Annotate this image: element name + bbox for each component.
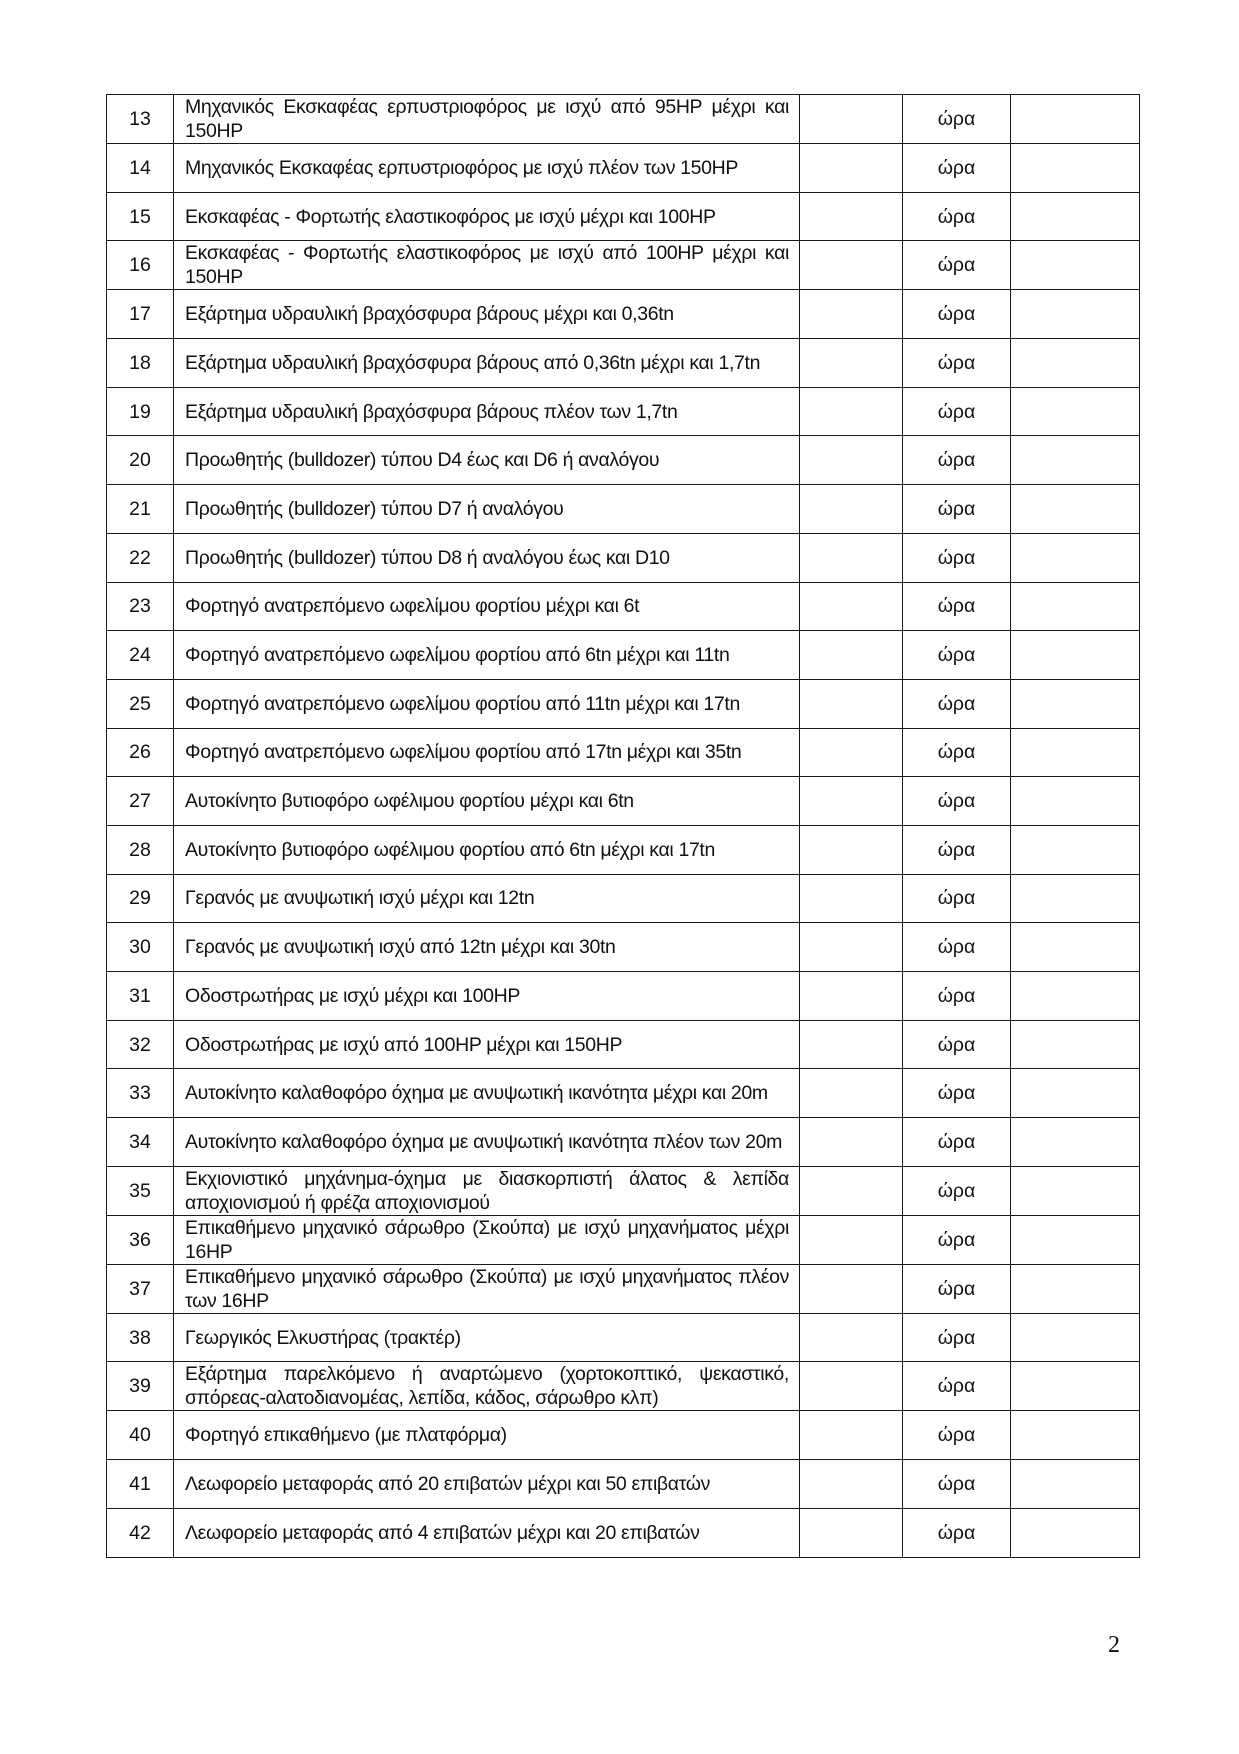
- unit-cell: ώρα: [903, 144, 1011, 193]
- item-number-cell: 36: [107, 1215, 174, 1264]
- blank-cell: [1011, 679, 1140, 728]
- item-description-cell: Προωθητής (bulldozer) τύπου D7 ή αναλόγου: [174, 485, 800, 534]
- table-row: [107, 1020, 1140, 1069]
- blank-cell: [800, 533, 903, 582]
- blank-cell: [800, 1411, 903, 1460]
- table-row: [107, 1166, 1140, 1215]
- item-number-cell: 24: [107, 631, 174, 680]
- unit-cell: ώρα: [903, 533, 1011, 582]
- item-description-cell: Αυτοκίνητο βυτιοφόρο ωφέλιμου φορτίου μέχρι και 6tn: [174, 777, 800, 826]
- unit-cell: ώρα: [903, 582, 1011, 631]
- blank-cell: [800, 1508, 903, 1557]
- blank-cell: [1011, 1362, 1140, 1411]
- page-number: 2: [1108, 1632, 1120, 1658]
- table-row: [107, 1264, 1140, 1313]
- blank-cell: [800, 777, 903, 826]
- blank-cell: [1011, 339, 1140, 388]
- blank-cell: [1011, 290, 1140, 339]
- unit-cell: ώρα: [903, 923, 1011, 972]
- item-number-cell: 22: [107, 533, 174, 582]
- table-row: [107, 1362, 1140, 1411]
- blank-cell: [800, 1069, 903, 1118]
- blank-cell: [800, 1264, 903, 1313]
- unit-cell: ώρα: [903, 728, 1011, 777]
- item-number-cell: 13: [107, 95, 174, 144]
- item-number-cell: 17: [107, 290, 174, 339]
- item-description-cell: Εξάρτημα παρελκόμενο ή αναρτώμενο (χορτοκοπτικό, ψεκαστικό, σπόρεας-αλατοδιανομέας, λεπίδα, κάδος, σάρωθρο κλπ): [174, 1362, 800, 1411]
- unit-cell: ώρα: [903, 1020, 1011, 1069]
- blank-cell: [1011, 728, 1140, 777]
- item-description-cell: Εξάρτημα υδραυλική βραχόσφυρα βάρους πλέον των 1,7tn: [174, 387, 800, 436]
- equipment-table: [106, 94, 1140, 1558]
- item-description-cell: Προωθητής (bulldozer) τύπου D8 ή αναλόγου έως και D10: [174, 533, 800, 582]
- blank-cell: [1011, 582, 1140, 631]
- item-number-cell: 16: [107, 241, 174, 290]
- table-row: [107, 387, 1140, 436]
- table-row: [107, 1069, 1140, 1118]
- blank-cell: [1011, 192, 1140, 241]
- blank-cell: [800, 874, 903, 923]
- item-description-cell: Λεωφορείο μεταφοράς από 20 επιβατών μέχρι και 50 επιβατών: [174, 1460, 800, 1509]
- blank-cell: [800, 95, 903, 144]
- blank-cell: [800, 339, 903, 388]
- blank-cell: [1011, 95, 1140, 144]
- blank-cell: [800, 1020, 903, 1069]
- blank-cell: [800, 436, 903, 485]
- item-description-cell: Φορτηγό ανατρεπόμενο ωφελίμου φορτίου από 6tn μέχρι και 11tn: [174, 631, 800, 680]
- unit-cell: ώρα: [903, 95, 1011, 144]
- table-row: [107, 533, 1140, 582]
- blank-cell: [800, 1460, 903, 1509]
- blank-cell: [1011, 144, 1140, 193]
- item-description-cell: Γεωργικός Ελκυστήρας (τρακτέρ): [174, 1313, 800, 1362]
- table-row: [107, 972, 1140, 1021]
- blank-cell: [1011, 1166, 1140, 1215]
- unit-cell: ώρα: [903, 1264, 1011, 1313]
- item-number-cell: 35: [107, 1166, 174, 1215]
- item-number-cell: 28: [107, 825, 174, 874]
- item-number-cell: 21: [107, 485, 174, 534]
- table-row: [107, 923, 1140, 972]
- item-number-cell: 23: [107, 582, 174, 631]
- unit-cell: ώρα: [903, 1460, 1011, 1509]
- item-number-cell: 26: [107, 728, 174, 777]
- unit-cell: ώρα: [903, 631, 1011, 680]
- item-number-cell: 19: [107, 387, 174, 436]
- item-number-cell: 38: [107, 1313, 174, 1362]
- item-number-cell: 27: [107, 777, 174, 826]
- table-row: [107, 1118, 1140, 1167]
- blank-cell: [1011, 631, 1140, 680]
- unit-cell: ώρα: [903, 290, 1011, 339]
- blank-cell: [800, 485, 903, 534]
- item-number-cell: 32: [107, 1020, 174, 1069]
- table-row: [107, 777, 1140, 826]
- blank-cell: [1011, 1508, 1140, 1557]
- item-description-cell: Εκσκαφέας - Φορτωτής ελαστικοφόρος με ισχύ από 100HP μέχρι και 150HP: [174, 241, 800, 290]
- blank-cell: [1011, 387, 1140, 436]
- table-row: [107, 1460, 1140, 1509]
- item-number-cell: 33: [107, 1069, 174, 1118]
- blank-cell: [800, 728, 903, 777]
- item-description-cell: Εκσκαφέας - Φορτωτής ελαστικοφόρος με ισχύ μέχρι και 100HP: [174, 192, 800, 241]
- unit-cell: ώρα: [903, 777, 1011, 826]
- table-row: [107, 95, 1140, 144]
- blank-cell: [1011, 1215, 1140, 1264]
- blank-cell: [1011, 1118, 1140, 1167]
- blank-cell: [1011, 436, 1140, 485]
- item-number-cell: 37: [107, 1264, 174, 1313]
- item-description-cell: Εξάρτημα υδραυλική βραχόσφυρα βάρους από 0,36tn μέχρι και 1,7tn: [174, 339, 800, 388]
- blank-cell: [800, 631, 903, 680]
- table-row: [107, 144, 1140, 193]
- item-description-cell: Φορτηγό ανατρεπόμενο ωφελίμου φορτίου από 17tn μέχρι και 35tn: [174, 728, 800, 777]
- unit-cell: ώρα: [903, 1411, 1011, 1460]
- item-description-cell: Φορτηγό επικαθήμενο (με πλατφόρμα): [174, 1411, 800, 1460]
- blank-cell: [1011, 1020, 1140, 1069]
- item-description-cell: Οδοστρωτήρας με ισχύ από 100HP μέχρι και 150HP: [174, 1020, 800, 1069]
- item-description-cell: Φορτηγό ανατρεπόμενο ωφελίμου φορτίου μέχρι και 6t: [174, 582, 800, 631]
- blank-cell: [1011, 1313, 1140, 1362]
- unit-cell: ώρα: [903, 339, 1011, 388]
- blank-cell: [1011, 1069, 1140, 1118]
- blank-cell: [800, 144, 903, 193]
- item-description-cell: Γερανός με ανυψωτική ισχύ μέχρι και 12tn: [174, 874, 800, 923]
- blank-cell: [800, 582, 903, 631]
- item-description-cell: Μηχανικός Εκσκαφέας ερπυστριοφόρος με ισχύ πλέον των 150HP: [174, 144, 800, 193]
- blank-cell: [800, 923, 903, 972]
- item-number-cell: 42: [107, 1508, 174, 1557]
- unit-cell: ώρα: [903, 1166, 1011, 1215]
- unit-cell: ώρα: [903, 1215, 1011, 1264]
- blank-cell: [800, 1362, 903, 1411]
- table-row: [107, 874, 1140, 923]
- table-row: [107, 728, 1140, 777]
- item-description-cell: Εκχιονιστικό μηχάνημα-όχημα με διασκορπιστή άλατος & λεπίδα αποχιονισμού ή φρέζα αποχιονισμού: [174, 1166, 800, 1215]
- blank-cell: [800, 825, 903, 874]
- blank-cell: [1011, 874, 1140, 923]
- item-description-cell: Αυτοκίνητο καλαθοφόρο όχημα με ανυψωτική ικανότητα μέχρι και 20m: [174, 1069, 800, 1118]
- blank-cell: [800, 679, 903, 728]
- unit-cell: ώρα: [903, 1069, 1011, 1118]
- blank-cell: [800, 241, 903, 290]
- table-row: [107, 1411, 1140, 1460]
- table-row: [107, 1508, 1140, 1557]
- item-description-cell: Αυτοκίνητο καλαθοφόρο όχημα με ανυψωτική ικανότητα πλέον των 20m: [174, 1118, 800, 1167]
- item-number-cell: 34: [107, 1118, 174, 1167]
- item-number-cell: 14: [107, 144, 174, 193]
- table-row: [107, 192, 1140, 241]
- table-row: [107, 582, 1140, 631]
- item-number-cell: 31: [107, 972, 174, 1021]
- item-number-cell: 39: [107, 1362, 174, 1411]
- table-row: [107, 1313, 1140, 1362]
- item-number-cell: 15: [107, 192, 174, 241]
- table-row: [107, 631, 1140, 680]
- unit-cell: ώρα: [903, 436, 1011, 485]
- table-row: [107, 290, 1140, 339]
- blank-cell: [800, 972, 903, 1021]
- item-description-cell: Μηχανικός Εκσκαφέας ερπυστριοφόρος με ισχύ από 95HP μέχρι και 150HP: [174, 95, 800, 144]
- table-row: [107, 241, 1140, 290]
- unit-cell: ώρα: [903, 972, 1011, 1021]
- item-description-cell: Εξάρτημα υδραυλική βραχόσφυρα βάρους μέχρι και 0,36tn: [174, 290, 800, 339]
- blank-cell: [800, 1215, 903, 1264]
- item-number-cell: 20: [107, 436, 174, 485]
- unit-cell: ώρα: [903, 679, 1011, 728]
- item-description-cell: Επικαθήμενο μηχανικό σάρωθρο (Σκούπα) με ισχύ μηχανήματος πλέον των 16HP: [174, 1264, 800, 1313]
- item-description-cell: Οδοστρωτήρας με ισχύ μέχρι και 100HP: [174, 972, 800, 1021]
- blank-cell: [1011, 241, 1140, 290]
- blank-cell: [800, 387, 903, 436]
- unit-cell: ώρα: [903, 1313, 1011, 1362]
- unit-cell: ώρα: [903, 241, 1011, 290]
- item-number-cell: 29: [107, 874, 174, 923]
- blank-cell: [800, 1118, 903, 1167]
- item-number-cell: 40: [107, 1411, 174, 1460]
- item-description-cell: Γερανός με ανυψωτική ισχύ από 12tn μέχρι και 30tn: [174, 923, 800, 972]
- unit-cell: ώρα: [903, 1508, 1011, 1557]
- table-row: [107, 1215, 1140, 1264]
- table-row: [107, 485, 1140, 534]
- item-description-cell: Λεωφορείο μεταφοράς από 4 επιβατών μέχρι και 20 επιβατών: [174, 1508, 800, 1557]
- blank-cell: [1011, 777, 1140, 826]
- blank-cell: [1011, 972, 1140, 1021]
- table-row: [107, 825, 1140, 874]
- item-number-cell: 30: [107, 923, 174, 972]
- blank-cell: [1011, 485, 1140, 534]
- blank-cell: [1011, 1411, 1140, 1460]
- table-row: [107, 436, 1140, 485]
- unit-cell: ώρα: [903, 825, 1011, 874]
- unit-cell: ώρα: [903, 192, 1011, 241]
- table-row: [107, 679, 1140, 728]
- unit-cell: ώρα: [903, 1362, 1011, 1411]
- item-number-cell: 25: [107, 679, 174, 728]
- blank-cell: [800, 1166, 903, 1215]
- blank-cell: [1011, 825, 1140, 874]
- unit-cell: ώρα: [903, 1118, 1011, 1167]
- item-number-cell: 18: [107, 339, 174, 388]
- table-row: [107, 339, 1140, 388]
- equipment-table-body: [107, 95, 1140, 1558]
- unit-cell: ώρα: [903, 485, 1011, 534]
- blank-cell: [1011, 1460, 1140, 1509]
- unit-cell: ώρα: [903, 874, 1011, 923]
- item-description-cell: Αυτοκίνητο βυτιοφόρο ωφέλιμου φορτίου από 6tn μέχρι και 17tn: [174, 825, 800, 874]
- item-description-cell: Προωθητής (bulldozer) τύπου D4 έως και D6 ή αναλόγου: [174, 436, 800, 485]
- unit-cell: ώρα: [903, 387, 1011, 436]
- blank-cell: [800, 192, 903, 241]
- item-description-cell: Φορτηγό ανατρεπόμενο ωφελίμου φορτίου από 11tn μέχρι και 17tn: [174, 679, 800, 728]
- blank-cell: [1011, 923, 1140, 972]
- item-number-cell: 41: [107, 1460, 174, 1509]
- item-description-cell: Επικαθήμενο μηχανικό σάρωθρο (Σκούπα) με ισχύ μηχανήματος μέχρι 16HP: [174, 1215, 800, 1264]
- blank-cell: [800, 1313, 903, 1362]
- blank-cell: [1011, 1264, 1140, 1313]
- blank-cell: [800, 290, 903, 339]
- blank-cell: [1011, 533, 1140, 582]
